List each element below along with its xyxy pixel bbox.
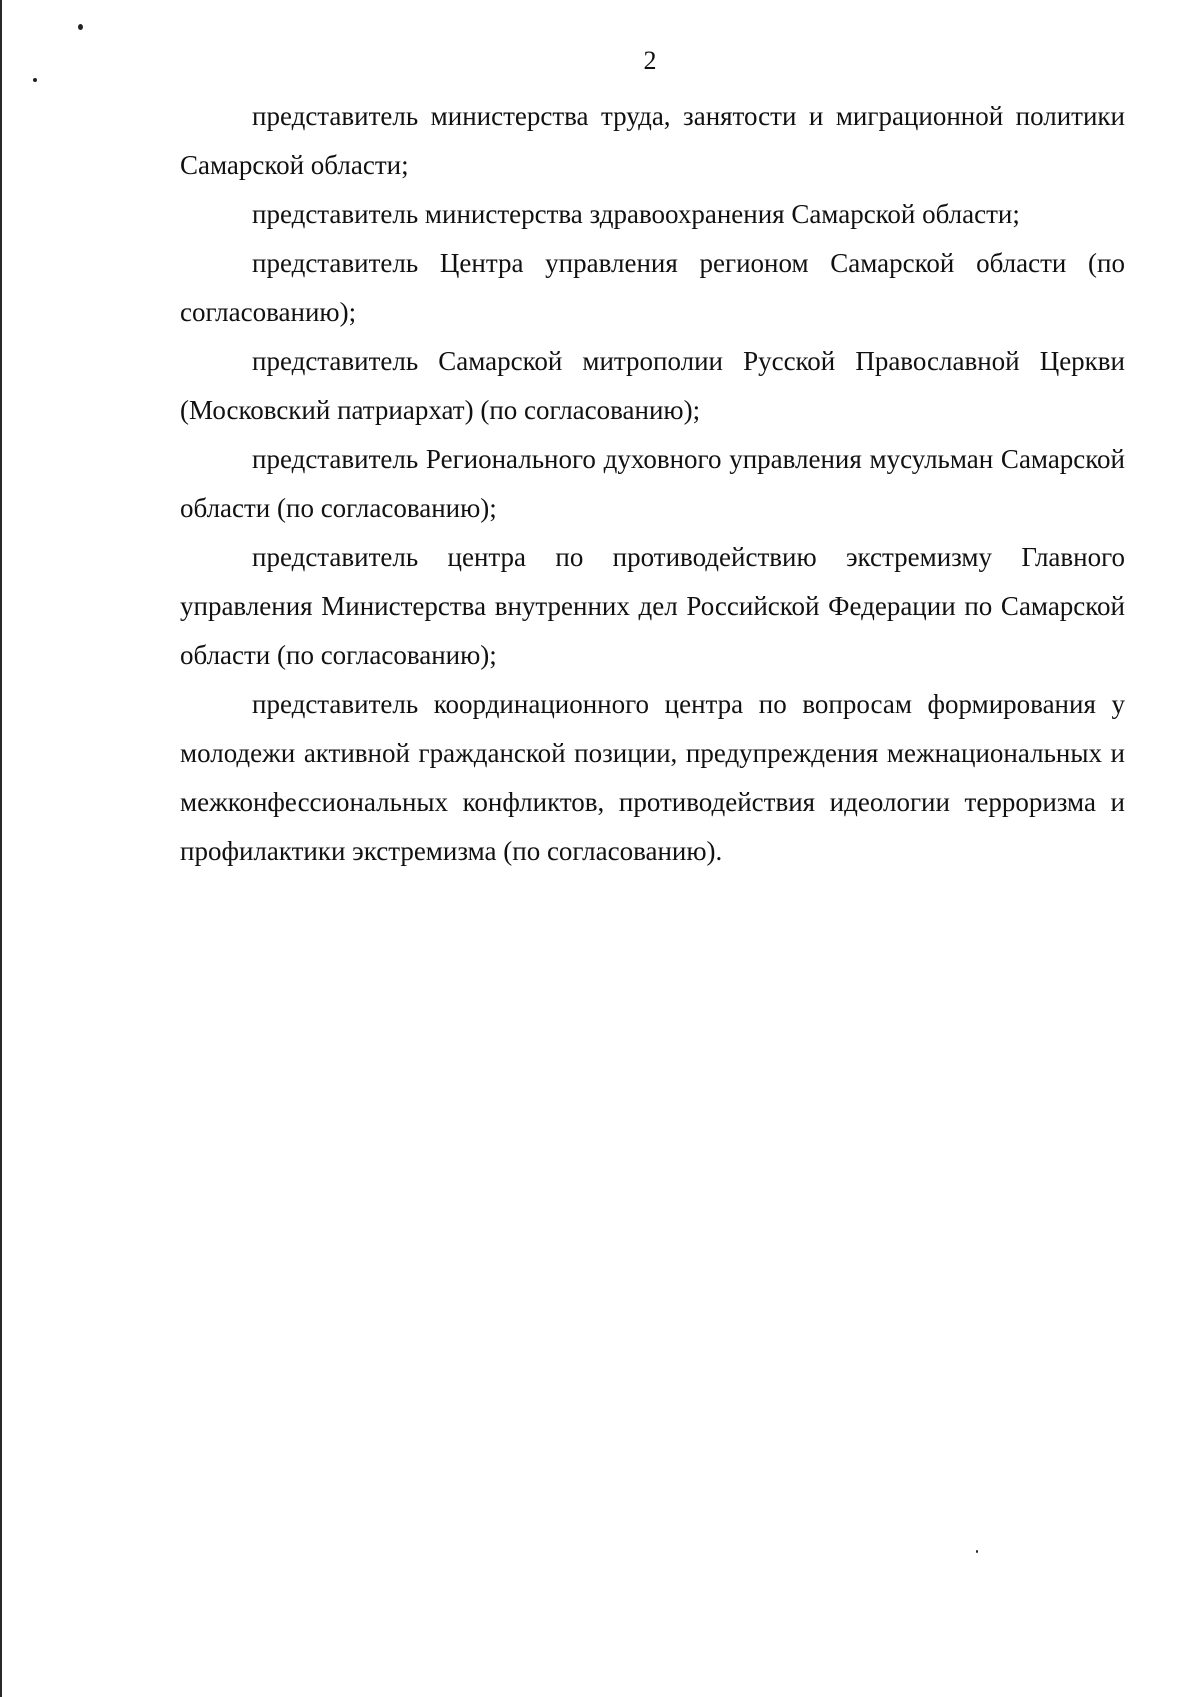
- paragraph: представитель Регионального духовного управления мусульман Самарской области (по согласованию);: [180, 444, 1125, 523]
- paragraph: представитель министерства труда, занятости и миграционной политики Самарской области;: [180, 101, 1125, 180]
- paragraph: представитель министерства здравоохранения Самарской области;: [252, 199, 1020, 229]
- scan-speck: [78, 24, 83, 30]
- paragraph: представитель координационного центра по вопросам формирования у молодежи активной гражданской позиции, предупреждения межнациональных и межконфессиональных конфликтов, противодействия идеологии терроризма и профилактики экстремизма (по согласованию).: [180, 689, 1125, 866]
- page-number: 2: [643, 46, 657, 75]
- paragraph: представитель центра по противодействию экстремизму Главного управления Министерства внутренних дел Российской Федерации по Самарской области (по согласованию);: [180, 542, 1125, 670]
- paragraph: представитель Самарской митрополии Русской Православной Церкви (Московский патриархат) (по согласованию);: [180, 346, 1125, 425]
- scan-speck: [33, 78, 37, 82]
- scan-edge-line: [0, 0, 2, 1697]
- scan-speck: [976, 1550, 978, 1553]
- paragraph: представитель Центра управления регионом Самарской области (по согласованию);: [180, 248, 1125, 327]
- document-body: [180, 92, 1125, 876]
